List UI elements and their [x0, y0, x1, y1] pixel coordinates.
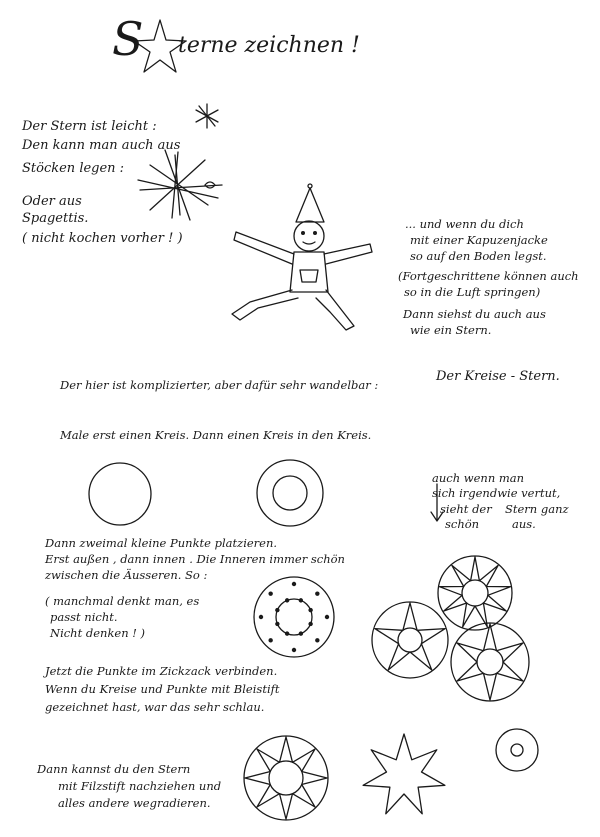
small-double-circle-drawing: [496, 729, 538, 771]
arrow-drawing: [431, 484, 443, 521]
guide-dot: [308, 622, 312, 626]
aside-line-3: sieht der: [440, 502, 492, 516]
guide-dot: [275, 608, 279, 612]
aside-line-1: auch wenn man: [432, 471, 525, 485]
step2-line-4: ( manchmal denkt man, es: [45, 594, 200, 608]
step1-text: Male erst einen Kreis. Dann einen Kreis in den Kreis.: [60, 428, 372, 442]
single-circle-drawing: [89, 463, 151, 525]
dotted-circles-drawing: [254, 577, 334, 657]
complex-name: Der Kreise - Stern.: [436, 369, 560, 384]
variation-star-right-drawing: [451, 623, 529, 701]
step2-line-6: Nicht denken ! ): [50, 626, 146, 640]
complex-text: Der hier ist komplizierter, aber dafür sehr wandelbar :: [60, 378, 379, 392]
guide-dot: [292, 648, 296, 652]
step2-line-5: passt nicht.: [50, 610, 118, 624]
step2-line-3: zwischen die Äusseren. So :: [45, 568, 208, 582]
guide-dot: [292, 582, 296, 586]
jacket-line-2: mit einer Kapuzenjacke: [410, 233, 548, 247]
intro-line-5: Spagettis.: [22, 211, 89, 226]
step4-line-2: mit Filzstift nachziehen und: [58, 779, 222, 793]
guide-dot: [299, 598, 303, 602]
variation-star-top-drawing: [438, 556, 512, 630]
jacket-line-3: so auf den Boden legst.: [410, 249, 547, 263]
finished-outline-star-drawing: [363, 734, 445, 814]
guide-dot: [285, 631, 289, 635]
jumping-kid-drawing: [232, 184, 372, 330]
sticks-star-drawing: [138, 150, 222, 220]
step3-line-2: Wenn du Kreise und Punkte mit Bleistift: [45, 682, 280, 696]
asterisk-star-drawing: [196, 104, 218, 128]
aside-line-6: aus.: [512, 517, 536, 531]
jacket-line-1: ... und wenn du dich: [405, 217, 524, 231]
aside-line-5: schön: [445, 517, 480, 531]
guide-dot: [268, 591, 272, 595]
title-initial: S: [112, 12, 144, 66]
guide-dot: [275, 622, 279, 626]
jacket-line-4: (Fortgeschrittene können auch: [398, 269, 579, 283]
guide-dot: [259, 615, 263, 619]
intro-line-6: ( nicht kochen vorher ! ): [22, 231, 183, 246]
page-title: terne zeichnen !: [178, 33, 360, 58]
intro-line-2: Den kann man auch aus: [22, 138, 181, 153]
step4-line-1: Dann kannst du den Stern: [37, 762, 191, 776]
aside-line-2: sich irgendwie vertut,: [432, 486, 561, 500]
finished-circle-star-drawing: [244, 736, 328, 820]
title-star-drawing: [134, 20, 186, 72]
jacket-line-6: Dann siehst du auch aus: [403, 307, 546, 321]
step3-line-3: gezeichnet hast, war das sehr schlau.: [45, 700, 265, 714]
double-circle-drawing: [257, 460, 323, 526]
intro-line-4: Oder aus: [22, 194, 82, 209]
intro-line-1: Der Stern ist leicht :: [22, 119, 157, 134]
guide-dot: [285, 598, 289, 602]
guide-dot: [268, 638, 272, 642]
step2-line-1: Dann zweimal kleine Punkte platzieren.: [45, 536, 278, 550]
guide-dot: [299, 631, 303, 635]
intro-line-3: Stöcken legen :: [22, 161, 125, 176]
guide-dot: [325, 615, 329, 619]
jacket-line-5: so in die Luft springen): [404, 285, 541, 299]
variation-star-left-drawing: [372, 602, 448, 678]
guide-dot: [315, 638, 319, 642]
guide-dot: [315, 591, 319, 595]
jacket-line-7: wie ein Stern.: [410, 323, 492, 337]
step2-line-2: Erst außen , dann innen . Die Inneren immer schön: [45, 552, 345, 566]
step3-line-1: Jetzt die Punkte im Zickzack verbinden.: [45, 664, 278, 678]
step4-line-3: alles andere wegradieren.: [58, 796, 211, 810]
aside-line-4: Stern ganz: [505, 502, 569, 516]
guide-dot: [308, 608, 312, 612]
